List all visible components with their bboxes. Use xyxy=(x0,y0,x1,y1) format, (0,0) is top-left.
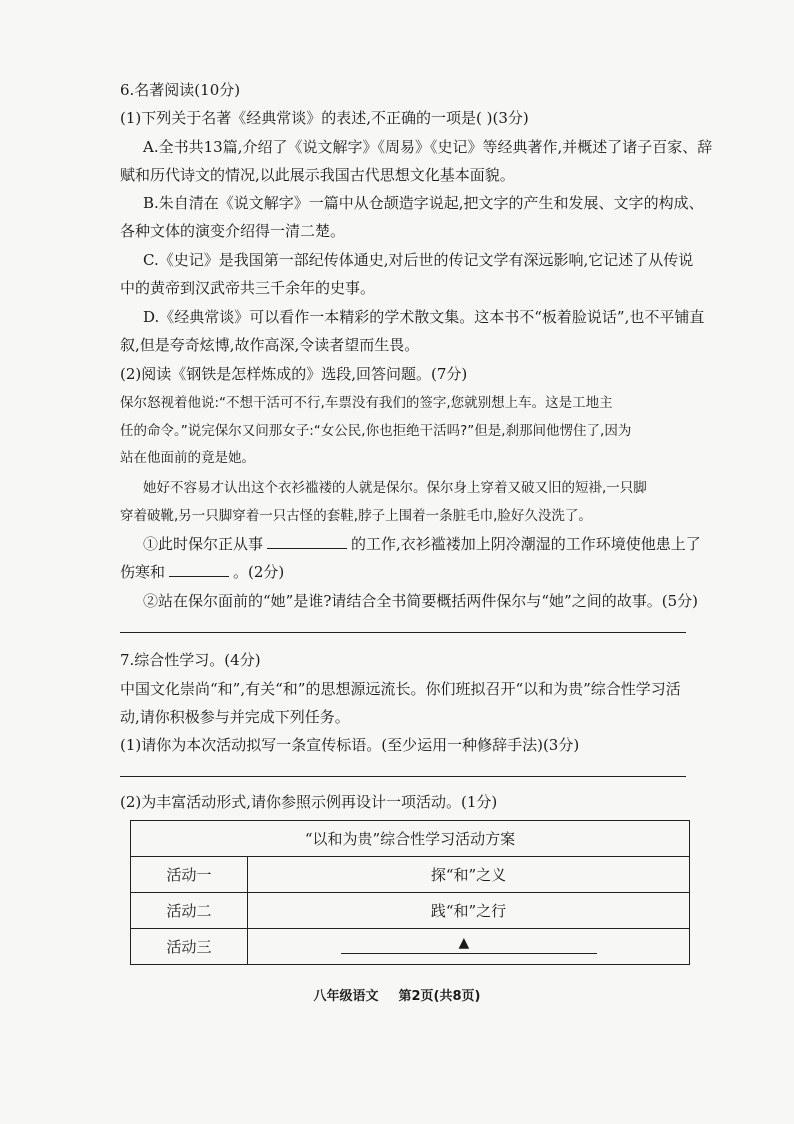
activity-label: 活动二 xyxy=(131,893,248,929)
activity-plan-table xyxy=(130,820,690,965)
q6-question-a-line1 xyxy=(143,534,701,554)
q6-title: 6.名著阅读(10分) xyxy=(120,81,241,99)
table-row xyxy=(131,929,690,965)
activity-value: 探“和”之义 xyxy=(248,857,690,893)
q6-option-d-line1: D.《经典常谈》可以看作一本精彩的学术散文集。这本书不“板着脸说话”,也不平铺直 xyxy=(143,308,705,326)
q6-question-a-line2 xyxy=(120,562,284,582)
q6-option-a-line1: A.全书共13篇,介绍了《说文解字》《周易》《史记》等经典著作,并概述了诸子百家、辞 xyxy=(143,138,713,156)
q6-question-a-l2-post: 。(2分) xyxy=(233,563,285,581)
table-header-row xyxy=(131,821,690,857)
q7-sub1: (1)请你为本次活动拟写一条宣传标语。(至少运用一种修辞手法)(3分) xyxy=(120,736,580,754)
answer-line-q7-1[interactable] xyxy=(120,776,686,777)
q6-option-c-line1: C.《史记》是我国第一部纪传体通史,对后世的传记文学有深远影响,它记述了从传说 xyxy=(143,251,694,269)
q6-question-a-pre: ①此时保尔正从事 xyxy=(143,535,264,553)
triangle-marker: ▲ xyxy=(458,935,470,951)
q7-sub2: (2)为丰富活动形式,请你参照示例再设计一项活动。(1分) xyxy=(120,793,498,811)
q6-sub1: (1)下列关于名著《经典常谈》的表述,不正确的一项是( )(3分) xyxy=(120,109,529,127)
q6-sub2: (2)阅读《钢铁是怎样炼成的》选段,回答问题。(7分) xyxy=(120,365,468,383)
q6-option-c-line2: 中的黄帝到汉武帝共三千余年的史事。 xyxy=(120,279,376,297)
q7-title: 7.综合性学习。(4分) xyxy=(120,651,261,669)
footer-subject: 八年级语文 xyxy=(313,989,379,1004)
q6-question-a-mid: 的工作,衣衫褴褛加上阴冷潮湿的工作环境使他患上了 xyxy=(351,535,701,553)
activity-answer-cell[interactable] xyxy=(248,929,690,965)
answer-line-q6b[interactable] xyxy=(120,632,686,633)
q6-option-b-line2: 各种文体的演变介绍得一清二楚。 xyxy=(120,222,346,240)
passage-p2-line1: 她好不容易才认出这个衣衫褴褛的人就是保尔。保尔身上穿着又破又旧的短褂,一只脚 xyxy=(143,480,647,496)
q6-question-a-l2-pre: 伤寒和 xyxy=(120,563,166,581)
activity-value: 践“和”之行 xyxy=(248,893,690,929)
passage-p2-line2: 穿着破靴,另一只脚穿着一只古怪的套鞋,脖子上围着一条脏毛巾,脸好久没洗了。 xyxy=(120,508,592,524)
passage-p1-line2: 任的命令。”说完保尔又问那女子:“女公民,你也拒绝干活吗?”但是,刹那间他愣住了,因为 xyxy=(120,423,632,439)
q6-option-b-line1: B.朱自清在《说文解字》一篇中从仓颉造字说起,把文字的产生和发展、文字的构成、 xyxy=(143,194,704,212)
activity-label: 活动三 xyxy=(131,929,248,965)
q7-intro-line2: 动,请你积极参与并完成下列任务。 xyxy=(120,708,350,726)
q6-option-d-line2: 叙,但是夸奇炫博,故作高深,令读者望而生畏。 xyxy=(120,336,420,354)
footer-page-number: 第2页(共8页) xyxy=(398,989,481,1004)
table-row xyxy=(131,893,690,929)
q6-question-b: ②站在保尔面前的“她”是谁?请结合全书简要概括两件保尔与“她”之间的故事。(5分) xyxy=(143,592,698,610)
table-header: “以和为贵”综合性学习活动方案 xyxy=(131,821,690,857)
passage-p1-line3: 站在他面前的竟是她。 xyxy=(120,450,255,466)
passage-p1-line1: 保尔怒视着他说:“不想干活可不行,车票没有我们的签字,您就别想上车。这是工地主 xyxy=(120,395,613,411)
answer-line-activity3[interactable] xyxy=(341,935,597,954)
table-row xyxy=(131,857,690,893)
q7-intro-line1: 中国文化崇尚“和”,有关“和”的思想源远流长。你们班拟召开“以和为贵”综合性学习活 xyxy=(120,680,681,698)
activity-label: 活动一 xyxy=(131,857,248,893)
answer-blank-1[interactable] xyxy=(267,534,347,549)
answer-blank-2[interactable] xyxy=(169,562,229,577)
page-footer xyxy=(0,985,794,1004)
q6-option-a-line2: 赋和历代诗文的情况,以此展示我国古代思想文化基本面貌。 xyxy=(120,166,515,184)
